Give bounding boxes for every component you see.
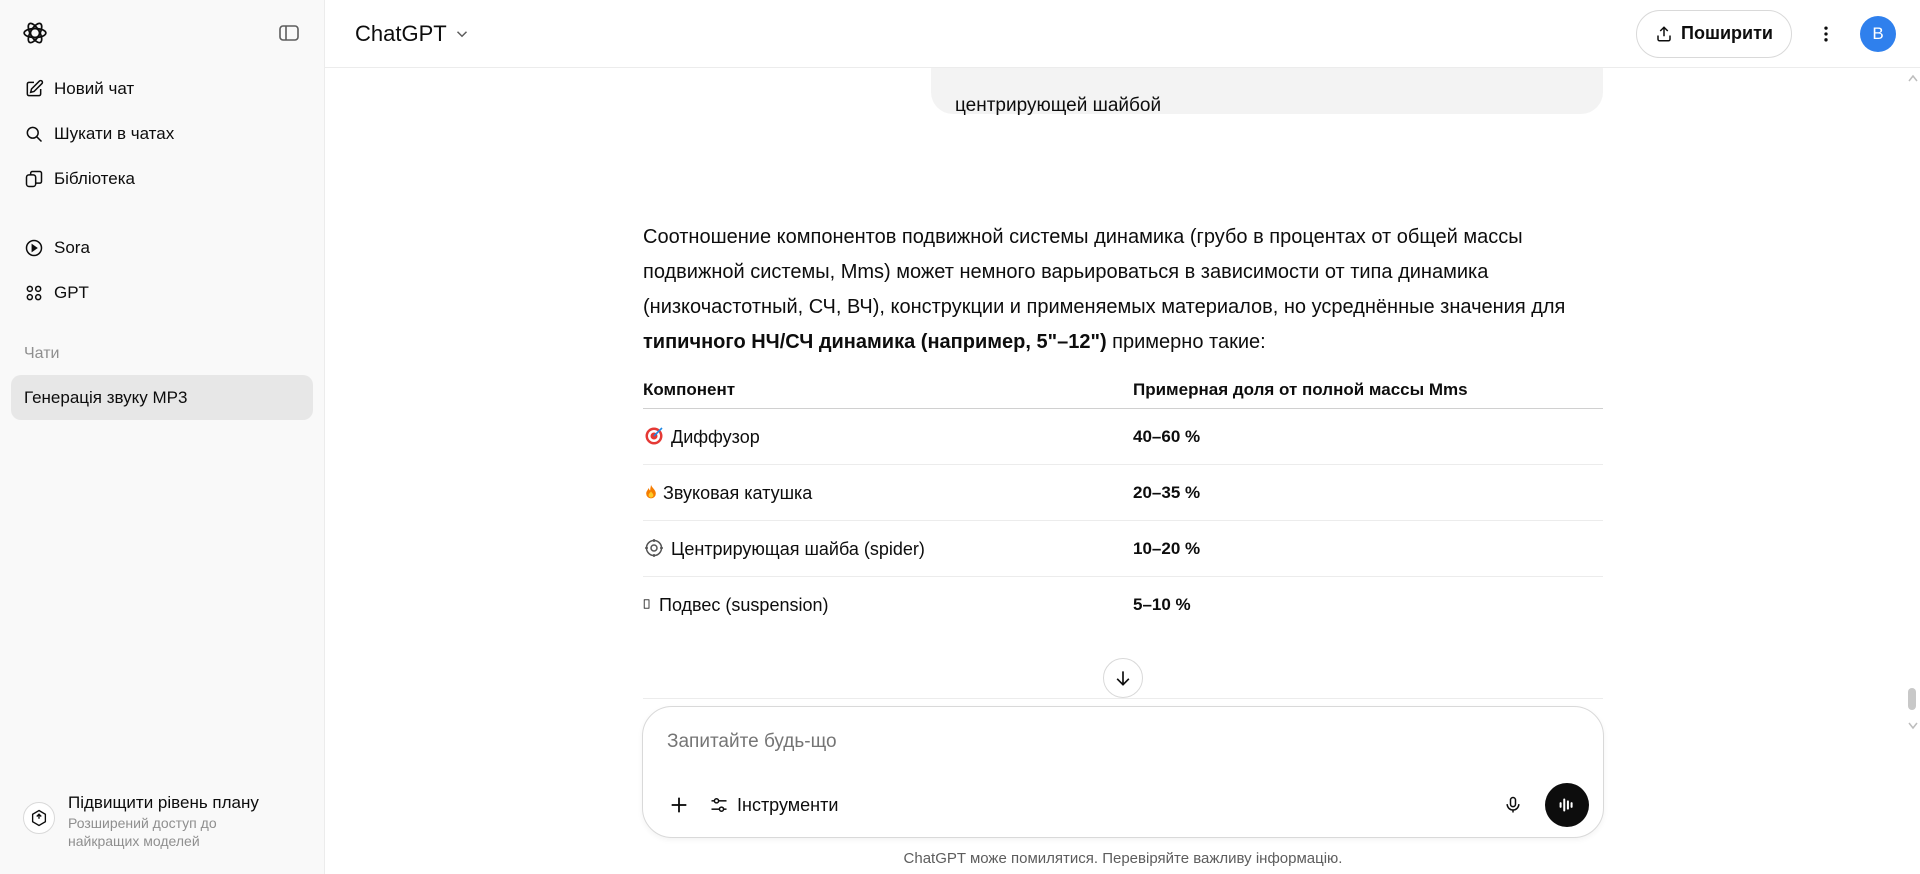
table-header-share: Примерная доля от полной массы Mms [1133, 372, 1603, 409]
share-label: Поширити [1681, 23, 1773, 43]
main-area [325, 0, 1920, 874]
grid-icon [24, 283, 44, 303]
tools-label: Інструменти [737, 794, 839, 815]
model-name: ChatGPT [355, 20, 447, 46]
answer-paragraph [643, 220, 1603, 360]
sidebar-item-label: Шукати в чатах [54, 123, 175, 143]
scrollbar-thumb[interactable] [1908, 688, 1916, 710]
sidebar-item-new-chat[interactable] [11, 66, 313, 111]
sidebar-item-label: Sora [54, 237, 90, 257]
table-row [643, 409, 1603, 465]
chats-section-label: Чати [24, 345, 60, 362]
scroll-down-icon[interactable] [1908, 722, 1918, 730]
library-icon [24, 169, 44, 189]
sidebar-nav [0, 66, 324, 315]
component-share: 20–35 % [1133, 465, 1603, 521]
upgrade-icon [23, 802, 55, 834]
conversation-area [325, 68, 1920, 874]
disclaimer-text: ChatGPT може помилятися. Перевіряйте важливу інформацію. [903, 850, 1343, 867]
table-row [643, 465, 1603, 521]
top-header [325, 0, 1920, 68]
divider [643, 698, 1603, 699]
sidebar-chat-item[interactable]: Генерація звуку MP3 [11, 375, 313, 420]
more-vertical-icon [1816, 24, 1836, 44]
user-message-text: центрирующей шайбой [955, 95, 1162, 116]
sliders-icon [709, 795, 729, 815]
avatar[interactable]: B [1860, 16, 1896, 52]
component-name: Центрирующая шайба (spider) [671, 538, 925, 559]
voice-waveform-icon [1556, 794, 1578, 816]
arrow-down-icon [1113, 668, 1133, 688]
user-message-bubble [931, 68, 1603, 114]
sidebar-item-label: Бібліотека [54, 168, 135, 188]
sidebar-item-label: Новий чат [54, 78, 135, 98]
scroll-to-bottom-button[interactable] [1103, 658, 1143, 698]
upgrade-plan-button[interactable] [11, 784, 313, 858]
plus-icon [668, 794, 690, 816]
microphone-icon [1503, 795, 1523, 815]
play-circle-icon [24, 238, 44, 258]
table-header-row [643, 372, 1603, 409]
component-name: Диффузор [671, 426, 760, 447]
table-row [643, 577, 1603, 633]
more-options-button[interactable] [1806, 14, 1846, 54]
component-share: 5–10 % [1133, 594, 1191, 614]
scrollbar[interactable] [1906, 68, 1920, 874]
component-name: Звуковая катушка [663, 482, 813, 503]
upgrade-title: Підвищити рівень плану [68, 793, 259, 812]
share-icon [1655, 25, 1673, 43]
table-row [643, 521, 1603, 577]
chevron-down-icon [453, 25, 471, 43]
openai-logo-icon[interactable] [22, 20, 48, 46]
answer-bold: типичного НЧ/СЧ динамика (например, 5"–12") [643, 331, 1107, 353]
search-icon [24, 124, 44, 144]
component-name: Подвес (suspension) [659, 594, 829, 615]
component-share: 10–20 % [1133, 521, 1603, 577]
scroll-up-icon[interactable] [1908, 74, 1918, 82]
component-share: 40–60 % [1133, 409, 1603, 465]
sidebar-top [0, 0, 324, 66]
upgrade-subtitle: Розширений доступ до найкращих моделей [68, 815, 217, 849]
gear-emoji-icon [643, 538, 665, 558]
model-switcher[interactable] [355, 21, 471, 47]
sidebar-item-sora[interactable] [11, 225, 313, 270]
share-button[interactable] [1636, 10, 1792, 58]
components-table [643, 372, 1603, 633]
prompt-input[interactable] [667, 731, 1567, 753]
assistant-message [643, 220, 1603, 633]
answer-tail: примерно такие: [1106, 331, 1266, 353]
voice-mode-button[interactable] [1545, 783, 1589, 827]
add-attachment-button[interactable] [661, 787, 697, 823]
tools-button[interactable] [709, 787, 838, 823]
sidebar [0, 0, 325, 874]
header-actions [1636, 10, 1896, 58]
table-header-component: Компонент [643, 372, 1133, 409]
sidebar-item-label: GPT [54, 282, 89, 302]
answer-intro: Соотношение компонентов подвижной системы динамика (грубо в процентах от общей массы подвижной системы, Mms) может немного варьироваться в зависимости от типа динамика (низкочастотный, СЧ, ВЧ), конструкции и применяемых материалов, но усреднённые значения для [643, 226, 1566, 318]
composer [642, 706, 1604, 838]
sidebar-item-library[interactable] [11, 156, 313, 201]
target-emoji-icon [643, 426, 665, 446]
dictate-button[interactable] [1495, 787, 1531, 823]
missing-glyph-icon [643, 594, 655, 614]
sidebar-toggle-icon[interactable] [276, 20, 302, 46]
sidebar-item-search[interactable] [11, 111, 313, 156]
edit-icon [24, 79, 44, 99]
fire-emoji-icon [643, 482, 659, 502]
sidebar-item-gpt[interactable] [11, 270, 313, 315]
